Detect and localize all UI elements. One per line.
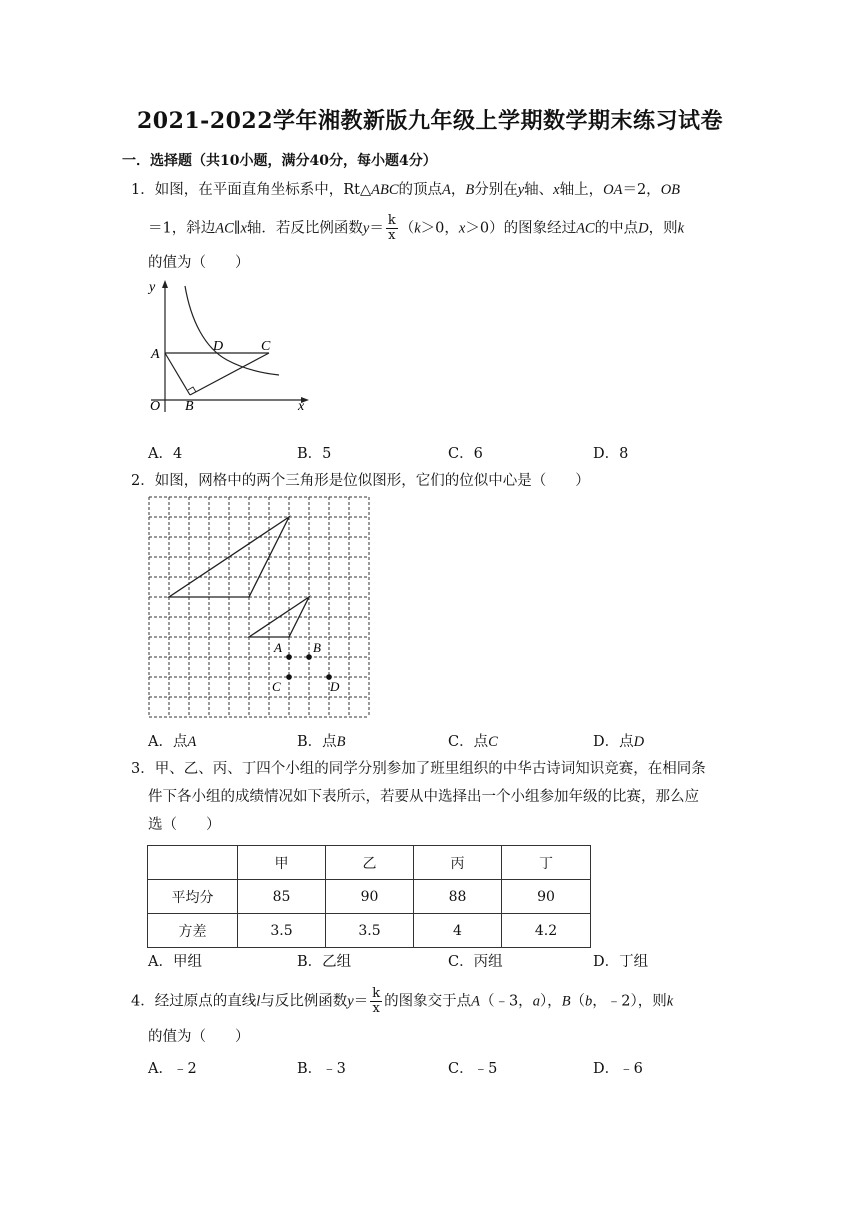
q4-option-a[interactable]: A．﹣2 — [148, 1061, 197, 1077]
q2-option-c[interactable] — [448, 730, 498, 751]
q1-line-1 — [131, 180, 680, 200]
q4-text: ）， — [539, 993, 562, 1010]
q1-var: AC — [215, 220, 234, 237]
table-header-cell — [148, 846, 238, 880]
table-header-cell: 乙 — [326, 846, 414, 880]
q2-option-a[interactable] — [148, 730, 196, 751]
q1-text: 1．如图，在平面直角坐标系中，Rt△ — [131, 182, 372, 198]
q1-var: B — [465, 182, 475, 198]
q1-var: x — [553, 182, 560, 198]
q1-var: ABC — [371, 182, 399, 198]
q1-text: 轴、 — [524, 182, 554, 198]
q1-var: OB — [660, 182, 681, 198]
q1-var: y — [362, 220, 370, 237]
table-cell: 平均分 — [148, 880, 238, 914]
q1-fraction — [386, 214, 398, 243]
option-letter: A — [187, 734, 197, 750]
q1-var: AC — [576, 220, 595, 237]
q1-text: ， — [450, 182, 466, 198]
q4-option-d[interactable]: D．﹣6 — [593, 1061, 643, 1077]
q3-option-c[interactable]: C．丙组 — [448, 954, 503, 970]
q3-score-table — [147, 845, 591, 948]
q4-var: b — [585, 993, 593, 1010]
q3-line-2: 件下各小组的成绩情况如下表所示，若要从中选择出一个小组参加年级的比赛，那么应 — [148, 789, 699, 805]
y-axis-label: y — [149, 280, 156, 295]
fraction-numerator: k — [372, 986, 381, 1001]
table-cell: 4.2 — [502, 914, 591, 948]
q2-option-b[interactable] — [297, 730, 346, 751]
q2-grid-figure — [147, 495, 371, 719]
hyperbola-curve — [185, 286, 279, 375]
q1-option-a[interactable]: A．4 — [148, 446, 183, 462]
q4-option-b[interactable]: B．﹣3 — [297, 1061, 346, 1077]
table-header-cell: 甲 — [238, 846, 326, 880]
q1-text: 分别在 — [474, 182, 518, 198]
table-cell: 85 — [238, 880, 326, 914]
q1-var: x — [458, 220, 466, 237]
q1-text: ＞0）的图象经过 — [465, 220, 577, 237]
table-cell: 90 — [326, 880, 414, 914]
q1-text: ＞0， — [420, 220, 459, 237]
table-cell: 3.5 — [326, 914, 414, 948]
q4-line-1 — [131, 987, 673, 1016]
q1-text: ＝ — [369, 220, 384, 237]
q4-text: （﹣3， — [479, 993, 533, 1010]
x-axis-label: x — [298, 399, 305, 414]
table-header-cell: 丙 — [414, 846, 502, 880]
option-prefix: B．点 — [297, 734, 337, 750]
q4-var: y — [347, 993, 354, 1010]
q4-text: 的图象交于点 — [384, 993, 472, 1010]
table-cell: 3.5 — [238, 914, 326, 948]
q4-var: B — [561, 993, 571, 1010]
q1-var: x — [240, 220, 247, 237]
q1-text: ，则 — [648, 220, 678, 237]
q1-var: k — [677, 220, 685, 237]
q1-var: D — [638, 220, 649, 237]
q3-option-b[interactable]: B．乙组 — [297, 954, 352, 970]
fraction-denominator: x — [372, 1001, 380, 1016]
table-row — [148, 880, 591, 914]
point-a-label: A — [274, 640, 282, 655]
q1-option-b[interactable]: B．5 — [297, 446, 332, 462]
q4-fraction — [370, 987, 382, 1016]
q1-text: （ — [399, 220, 415, 237]
point-d-label: D — [330, 679, 340, 694]
point-c-label: C — [261, 339, 271, 354]
point-a-dot — [286, 654, 292, 660]
q4-text: ＝ — [353, 993, 369, 1010]
q1-text: ＝1，斜边 — [148, 220, 216, 237]
point-b-label: B — [313, 640, 321, 655]
q3-option-a[interactable]: A．甲组 — [148, 954, 202, 970]
q1-line-2 — [148, 214, 684, 243]
option-letter: D — [633, 734, 645, 750]
table-cell: 90 — [502, 880, 591, 914]
q1-line-3: 的值为（ ） — [148, 255, 250, 271]
q1-var: A — [442, 182, 451, 198]
page-title: 2021-2022学年湘教新版九年级上学期数学期末练习试卷 — [136, 108, 724, 134]
q1-text: 轴．若反比例函数 — [246, 220, 363, 237]
q4-option-c[interactable]: C．﹣5 — [448, 1061, 498, 1077]
q1-text: 的顶点 — [398, 182, 443, 198]
table-cell: 方差 — [148, 914, 238, 948]
option-letter: C — [488, 734, 498, 750]
point-c-label: C — [272, 679, 281, 694]
option-prefix: C．点 — [448, 734, 489, 750]
point-c-dot — [286, 674, 292, 680]
segment-ab — [165, 353, 190, 395]
q1-text: 的中点 — [594, 220, 639, 237]
q4-line-2: 的值为（ ） — [148, 1029, 250, 1045]
q1-var: k — [414, 220, 421, 237]
table-header-row — [148, 846, 591, 880]
point-d-label: D — [213, 339, 224, 354]
segment-bc — [190, 353, 269, 395]
table-cell: 4 — [414, 914, 502, 948]
section-heading: 一．选择题（共10小题，满分40分，每小题4分） — [122, 153, 437, 169]
q1-text: 轴上， — [559, 182, 604, 198]
q4-text: 4．经过原点的直线 — [131, 993, 257, 1010]
q4-var: A — [471, 993, 480, 1010]
point-o-label: O — [150, 399, 161, 414]
q1-var: y — [517, 182, 525, 198]
q4-var: l — [256, 993, 261, 1010]
table-row — [148, 914, 591, 948]
q4-text: 与反比例函数 — [260, 993, 348, 1010]
option-letter: B — [336, 734, 346, 750]
fraction-denominator: x — [388, 228, 396, 243]
q1-text: ＝2， — [622, 182, 661, 198]
q4-var: a — [532, 993, 540, 1010]
q4-text: ，﹣2），则 — [592, 993, 667, 1010]
q1-var: OA — [603, 182, 623, 198]
q1-option-c[interactable]: C．6 — [448, 446, 483, 462]
option-prefix: D．点 — [593, 734, 634, 750]
fraction-numerator: k — [387, 213, 396, 228]
q1-coordinate-figure — [147, 276, 313, 416]
q3-line-1: 3．甲、乙、丙、丁四个小组的同学分别参加了班里组织的中华古诗词知识竞赛，在相同条 — [131, 761, 706, 777]
point-a-label: A — [151, 347, 160, 362]
q1-var: ∥ — [233, 220, 241, 237]
y-axis-arrow-icon — [162, 280, 168, 288]
q2-text: 2．如图，网格中的两个三角形是位似图形，它们的位似中心是（ ） — [131, 473, 590, 489]
point-b-label: B — [185, 399, 194, 414]
q2-option-d[interactable] — [593, 730, 644, 751]
q1-option-d[interactable]: D．8 — [593, 446, 629, 462]
q3-line-3: 选（ ） — [148, 817, 221, 833]
table-cell: 88 — [414, 880, 502, 914]
table-header-cell: 丁 — [502, 846, 591, 880]
q4-text: （ — [570, 993, 586, 1010]
q3-option-d[interactable]: D．丁组 — [593, 954, 649, 970]
option-prefix: A．点 — [148, 734, 188, 750]
right-angle-mark — [188, 387, 196, 392]
q4-var: k — [666, 993, 674, 1010]
point-b-dot — [306, 654, 312, 660]
